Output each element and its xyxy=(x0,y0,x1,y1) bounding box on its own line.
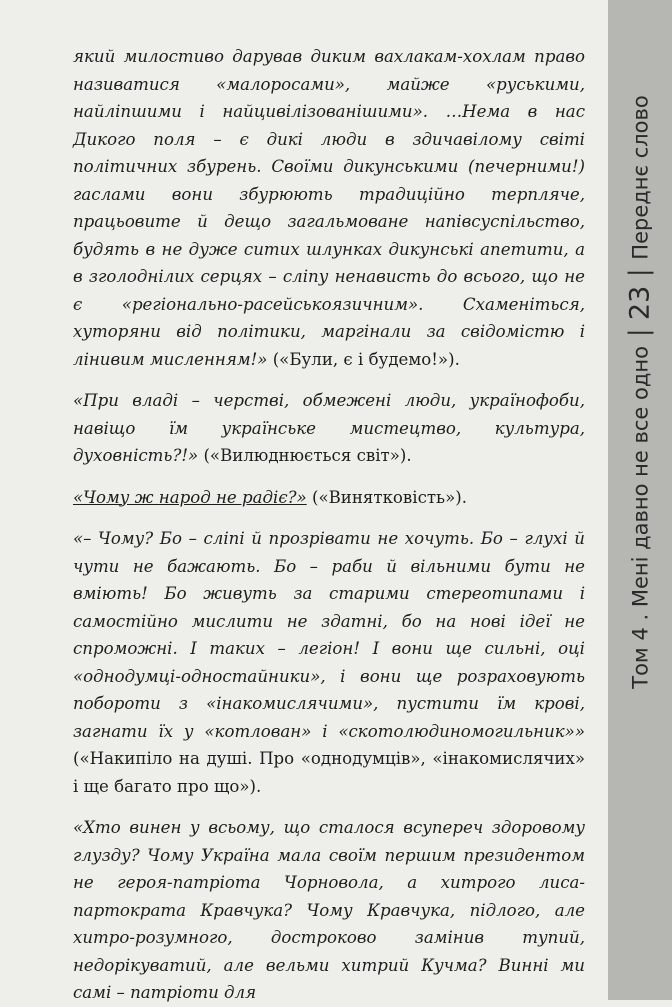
paragraph xyxy=(73,814,585,1007)
page-number: 23 xyxy=(624,285,656,321)
quote-text: «Хто винен у всьому, що сталося всупереч здоровому глузду? Чому Україна мала своїм першим президентом не героя-патріота Чорновола, а хитрого лиса-партократа Кравчука? Чому Кравчука, підлого, але хитро-розумного, достроково замінив тупий, недорікуватий, але вельми хитрий Кучма? Винні ми самі – патріоти для xyxy=(73,818,585,1002)
body-text xyxy=(73,43,585,1007)
quote-text: «– Чому? Бо – сліпі й прозрівати не хочуть. Бо – глухі й чути не бажають. Бо – раби й вільними бути не вміють! Бо живуть за старими стереотипами і самостійно мислити не здатні, бо на нові ідеї не спроможні. І таких – легіон! І вони ще сильні, оці «однодумці-одностайники», і вони ще розраховують побороти з «інакомислячими», пустити їм крові, загнати їх у «котлован» і «скотолюдиномогильник»» xyxy=(73,529,585,741)
paragraph xyxy=(73,43,585,373)
source-title: («Були, є і будемо!»). xyxy=(267,349,460,369)
running-sidebar xyxy=(608,0,672,1000)
quote-text: який милостиво дарував диким вахлакам-хохлам право називатися «малоросами», майже «руськими, найліпшими і найцивілізованішими». …Нема в нас Дикого поля – є дикі люди в здичавілому світі політичних збурень. Своїми дикунськими (печерними!) гаслами вони збурюють традиційно терпляче, працьовите й дещо загальмоване напівсуспільство, будять в не дуже ситих шлунках дикунські апетити, а в зголоднілих серцях – сліпу ненависть до всього, що не є «регіонально-расейськоязичним». Схаменіться, хуторяни від політики, маргінали за свідомістю і лінивим мисленням!» xyxy=(73,47,585,369)
quote-text: «Чому ж народ не радіє?» xyxy=(73,487,307,507)
divider xyxy=(627,332,653,334)
paragraph xyxy=(73,525,585,800)
volume-title: Том 4 . Мені давно не все одно xyxy=(628,346,652,689)
source-title: («Винятковість»). xyxy=(306,487,467,507)
source-title: («Накипіло на душі. Про «однодумців», «інакомислячих» і ще багато про що»). xyxy=(73,749,585,796)
paragraph xyxy=(73,484,585,512)
paragraph xyxy=(73,387,585,470)
section-title: Переднє слово xyxy=(628,95,652,260)
sidebar-header xyxy=(625,95,656,688)
quote-text: «При владі – черстві, обмежені люди, українофоби, навіщо їм українське мистецтво, культура, духовність?!» xyxy=(73,391,585,465)
source-title: («Вилюднюється світ»). xyxy=(198,446,412,465)
divider xyxy=(627,272,653,274)
